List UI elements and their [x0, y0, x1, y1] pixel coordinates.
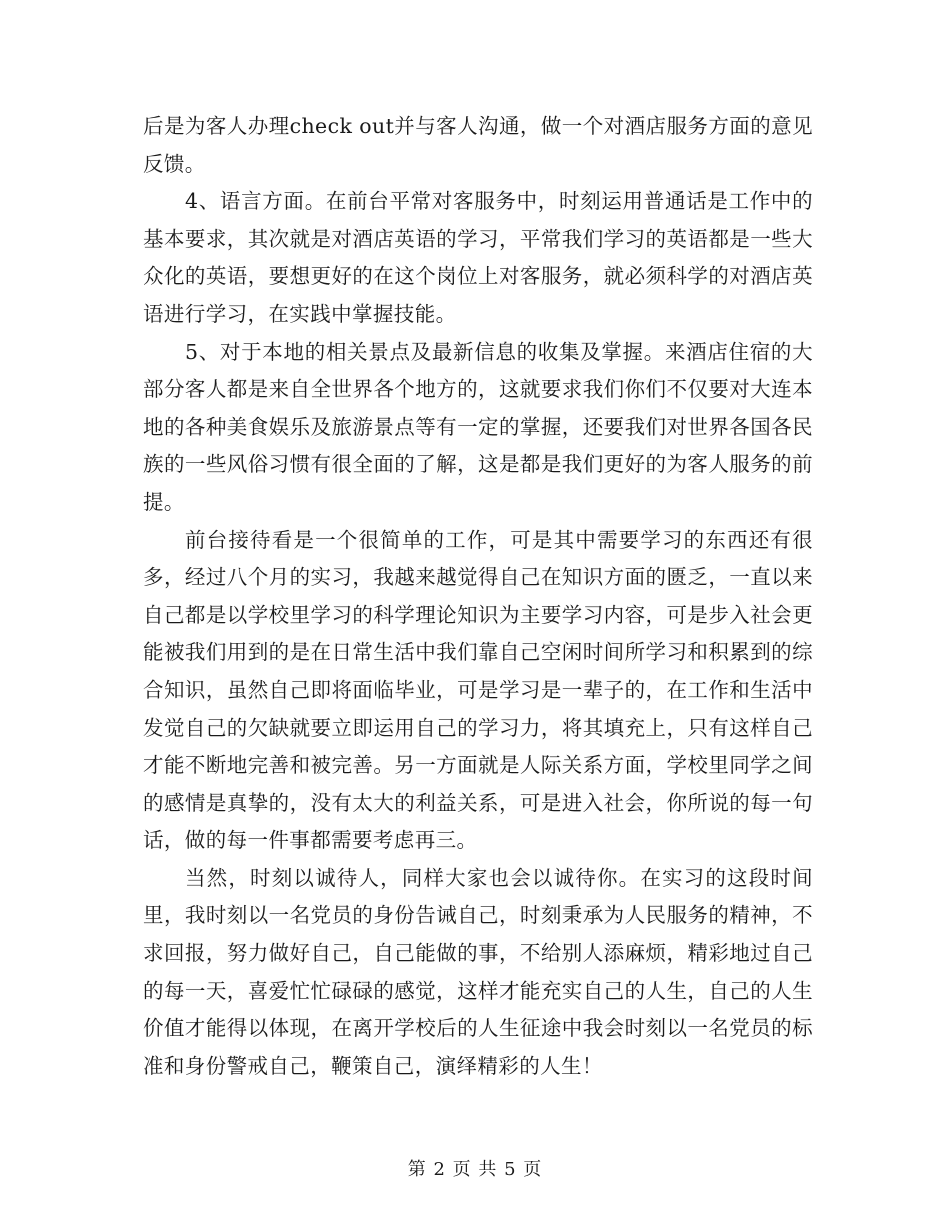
paragraph-language: 4、语言方面。在前台平常对客服务中，时刻运用普通话是工作中的基本要求，其次就是对酒店英语的学习，平常我们学习的英语都是一些大众化的英语，要想更好的在这个岗位上对客服务，就必须科学的对酒店英语进行学习，在实践中掌握技能。 — [143, 189, 813, 326]
page-footer — [0, 1155, 950, 1181]
paragraph-sincerity-conclusion: 当然，时刻以诚待人，同样大家也会以诚待你。在实习的这段时间里，我时刻以一名党员的身份告诫自己，时刻秉承为人民服务的精神，不求回报，努力做好自己，自己能做的事，不给别人添麻烦，精彩地过自己的每一天，喜爱忙忙碌碌的感觉，这样才能充实自己的人生，自己的人生价值才能得以体现，在离开学校后的人生征途中我会时刻以一名党员的标准和身份警戒自己，鞭策自己，演绎精彩的人生！ — [143, 865, 813, 1078]
paragraph-checkout-feedback: 后是为客人办理check out并与客人沟通，做一个对酒店服务方面的意见反馈。 — [143, 114, 813, 176]
page-number-label: 第 2 页 共 5 页 — [407, 1159, 543, 1180]
paragraph-front-desk-reflection: 前台接待看是一个很简单的工作，可是其中需要学习的东西还有很多，经过八个月的实习，我越来越觉得自己在知识方面的匮乏，一直以来自己都是以学校里学习的科学理论知识为主要学习内容，可是步入社会更能被我们用到的是在日常生活中我们靠自己空闲时间所学习和积累到的综合知识，虽然自己即将面临毕业，可是学习是一辈子的，在工作和生活中发觉自己的欠缺就要立即运用自己的学习力，将其填充上，只有这样自己才能不断地完善和被完善。另一方面就是人际关系方面，学校里同学之间的感情是真挚的，没有太大的利益关系，可是进入社会，你所说的每一句话，做的每一件事都需要考虑再三。 — [143, 527, 813, 853]
paragraph-local-attractions: 5、对于本地的相关景点及最新信息的收集及掌握。来酒店住宿的大部分客人都是来自全世界各个地方的，这就要求我们你们不仅要对大连本地的各种美食娱乐及旅游景点等有一定的掌握，还要我们对世界各国各民族的一些风俗习惯有很全面的了解，这是都是我们更好的为客人服务的前提。 — [143, 339, 813, 514]
document-body — [143, 108, 813, 1085]
